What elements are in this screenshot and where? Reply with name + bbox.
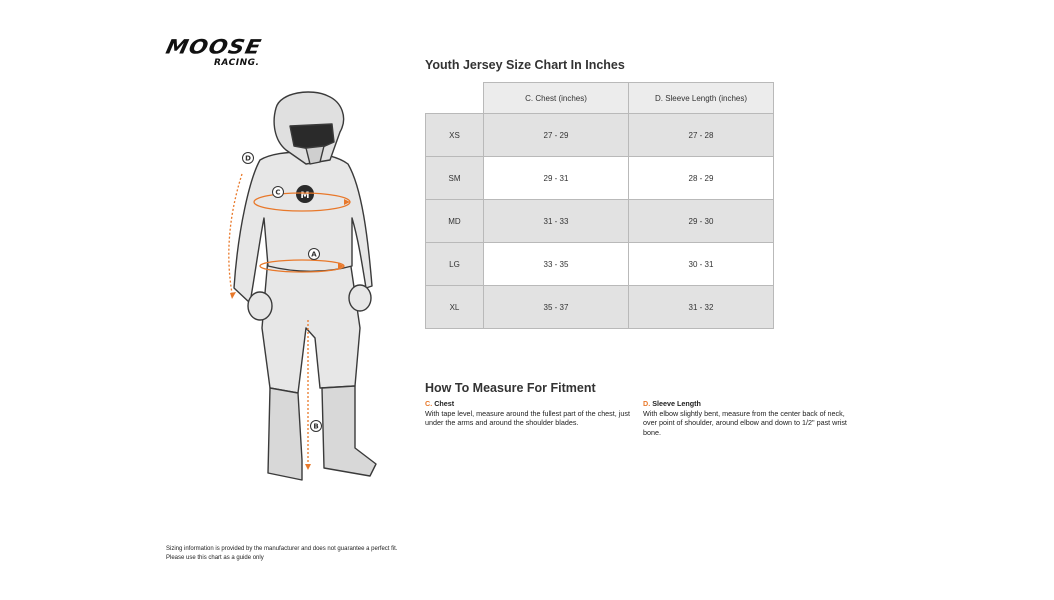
chest-cell: 35 - 37: [484, 286, 629, 329]
table-row: [426, 286, 774, 329]
logo-brand: MOOSE: [163, 36, 264, 59]
logo-subbrand: RACING.: [214, 58, 260, 68]
svg-text:B: B: [313, 422, 319, 431]
sleeve-label: Sleeve Length: [652, 399, 701, 408]
svg-text:D: D: [245, 154, 251, 163]
sleeve-heading: [643, 399, 853, 409]
size-cell: SM: [426, 157, 484, 200]
marker-d: [243, 153, 254, 164]
chest-letter: C.: [425, 399, 433, 408]
chest-cell: 27 - 29: [484, 114, 629, 157]
disclaimer-line-2: Please use this chart as a guide only: [166, 554, 264, 561]
chest-instructions: [425, 399, 635, 428]
size-chart-header-row: [426, 83, 774, 114]
moose-racing-logo: [163, 36, 290, 68]
marker-b: [311, 421, 322, 432]
table-row: [426, 157, 774, 200]
table-row: [426, 114, 774, 157]
sizing-disclaimer: [166, 545, 416, 562]
size-cell: XS: [426, 114, 484, 157]
marker-c: [273, 187, 284, 198]
chest-cell: 31 - 33: [484, 200, 629, 243]
header-sleeve: D. Sleeve Length (inches): [629, 83, 774, 114]
disclaimer-line-1: Sizing information is provided by the manufacturer and does not guarantee a perfect fit.: [166, 546, 398, 552]
marker-a: [309, 249, 320, 260]
sleeve-cell: 30 - 31: [629, 243, 774, 286]
rider-measurement-illustration: [220, 88, 390, 488]
size-chart-table: [425, 82, 774, 329]
header-chest: C. Chest (inches): [484, 83, 629, 114]
sleeve-cell: 27 - 28: [629, 114, 774, 157]
sleeve-cell: 29 - 30: [629, 200, 774, 243]
sleeve-cell: 28 - 29: [629, 157, 774, 200]
svg-text:A: A: [311, 250, 317, 259]
sleeve-cell: 31 - 32: [629, 286, 774, 329]
chest-cell: 33 - 35: [484, 243, 629, 286]
header-blank: [426, 83, 484, 114]
sleeve-letter: D.: [643, 399, 651, 408]
table-row: [426, 200, 774, 243]
fitment-title: How To Measure For Fitment: [425, 381, 596, 395]
svg-text:M: M: [300, 191, 310, 201]
chest-cell: 29 - 31: [484, 157, 629, 200]
size-cell: XL: [426, 286, 484, 329]
svg-text:C: C: [275, 188, 281, 197]
table-row: [426, 243, 774, 286]
sleeve-instructions: [643, 399, 853, 437]
chest-label: Chest: [434, 399, 455, 408]
chest-heading: [425, 399, 635, 409]
size-chart-title: Youth Jersey Size Chart In Inches: [425, 58, 625, 72]
chest-text: With tape level, measure around the fullest part of the chest, just under the arms and around the shoulder blades.: [425, 408, 630, 427]
size-cell: MD: [426, 200, 484, 243]
size-cell: LG: [426, 243, 484, 286]
sleeve-text: With elbow slightly bent, measure from the center back of neck, over point of shoulder, around elbow and down to 1/2" past wrist bone.: [643, 408, 847, 437]
